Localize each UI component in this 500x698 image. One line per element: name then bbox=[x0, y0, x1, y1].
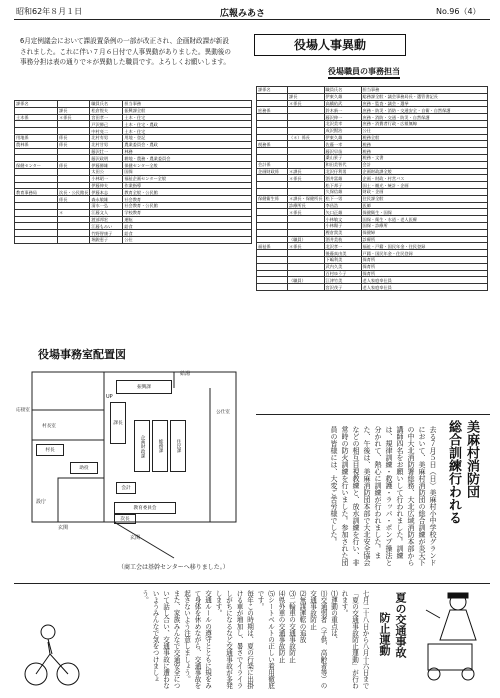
cell-name: 小林陽子 bbox=[324, 222, 361, 229]
cell-section bbox=[15, 148, 58, 155]
cell-name: 北村甘男 bbox=[90, 141, 123, 148]
table-row bbox=[257, 120, 488, 127]
table-row bbox=[15, 196, 252, 203]
cell-section bbox=[257, 216, 288, 223]
cell-title: 係長 bbox=[58, 134, 90, 141]
cell-title bbox=[58, 202, 90, 209]
cell-section bbox=[257, 222, 288, 229]
cell-section bbox=[257, 134, 288, 141]
cell-name: 藤沢伸一 bbox=[324, 114, 361, 121]
cell-duty: 診療所 bbox=[361, 236, 487, 243]
cell-section bbox=[257, 270, 288, 277]
cell-title bbox=[288, 107, 325, 114]
cell-section bbox=[15, 209, 58, 216]
cell-duty: 福祉企画センター全般 bbox=[123, 175, 252, 182]
cell-title: ＊係長 bbox=[288, 175, 325, 182]
cell-title: ＊ bbox=[58, 209, 90, 216]
cell-name: 伊藤伸夫 bbox=[90, 182, 123, 189]
cell-name: 武内久美 bbox=[324, 263, 361, 270]
cell-duty: 給食 bbox=[123, 230, 252, 237]
cell-duty: 耕地・農務・農業委員会 bbox=[123, 155, 252, 162]
table-row bbox=[257, 229, 488, 236]
table-row bbox=[257, 236, 488, 243]
cell-duty: 庶務・監査・議会・選挙 bbox=[361, 100, 487, 107]
table-row bbox=[15, 223, 252, 230]
cell-section: 保健衛生係 bbox=[257, 195, 288, 202]
cell-title bbox=[288, 270, 325, 277]
cell-title: ＊課長 bbox=[288, 168, 325, 175]
cell-duty: 教育全般・公民館 bbox=[123, 189, 252, 196]
table-row bbox=[15, 202, 252, 209]
table-row bbox=[257, 141, 488, 148]
cell-duty: 振興課全般 bbox=[123, 107, 252, 114]
cell-title bbox=[288, 222, 325, 229]
table-row bbox=[257, 209, 488, 216]
table-row bbox=[15, 114, 252, 121]
cell-duty: 公仕 bbox=[123, 236, 252, 243]
cell-duty: 戸籍・国民年金・住民登録 bbox=[361, 250, 487, 257]
cell-name: 酒井富雄 bbox=[324, 175, 361, 182]
cell-section bbox=[15, 216, 58, 223]
cell-section bbox=[15, 223, 58, 230]
cell-section bbox=[257, 154, 288, 161]
cell-duty: 庶務・防災・消防・交通安全・自衛・自然保護 bbox=[361, 107, 487, 114]
page-header bbox=[14, 4, 490, 18]
cell-name: 北沢美幸 bbox=[324, 120, 361, 127]
cell-duty: 保健衛生・国保 bbox=[361, 209, 487, 216]
table-row bbox=[257, 222, 488, 229]
col-header-name: 職員氏名 bbox=[324, 87, 361, 94]
cell-title bbox=[58, 128, 90, 135]
table-row bbox=[15, 121, 252, 128]
cell-name: 北沢仔利男 bbox=[324, 168, 361, 175]
cell-duty: 保健婦 bbox=[361, 229, 487, 236]
cell-section: 会計係 bbox=[257, 161, 288, 168]
table-row bbox=[257, 250, 488, 257]
cell-section bbox=[15, 196, 58, 203]
cell-duty: 総務課全般・議会事務局長・選管書記長 bbox=[361, 93, 487, 100]
table-row bbox=[15, 141, 252, 148]
cell-title bbox=[58, 216, 90, 223]
table-row bbox=[257, 195, 488, 202]
cell-section bbox=[257, 188, 288, 195]
table-row bbox=[257, 263, 488, 270]
table-row bbox=[257, 216, 488, 223]
cell-duty: 学校教育 bbox=[123, 209, 252, 216]
cell-title: （職員） bbox=[288, 236, 325, 243]
cell-section bbox=[257, 229, 288, 236]
somu-section: 総務課 bbox=[152, 420, 168, 472]
cell-title bbox=[288, 216, 325, 223]
cell-section: 用地係 bbox=[15, 134, 58, 141]
cell-section bbox=[15, 175, 58, 182]
cell-title bbox=[58, 175, 90, 182]
cell-name: 後藤真由美 bbox=[324, 250, 361, 257]
deputy-desk: 助役 bbox=[70, 462, 98, 474]
cell-name: 樫倉貴美 bbox=[324, 229, 361, 236]
cell-section: 土木係 bbox=[15, 114, 58, 121]
table-row bbox=[15, 155, 252, 162]
table-row bbox=[257, 277, 488, 284]
cell-name: 藤沢早苗 bbox=[324, 148, 361, 155]
cell-duty: 保育所 bbox=[361, 270, 487, 277]
kyushitsu-label: 給湯 bbox=[180, 371, 191, 377]
cell-section bbox=[257, 100, 288, 107]
fire-title2: 総合訓練行われる bbox=[446, 420, 461, 524]
cell-name: 松下一男 bbox=[324, 195, 361, 202]
table-header-row bbox=[257, 87, 488, 94]
kikaku-section: 企画財政課 bbox=[134, 420, 150, 472]
cell-section bbox=[257, 284, 288, 291]
cell-title bbox=[58, 223, 90, 230]
cell-section bbox=[257, 236, 288, 243]
mayor-desk: 村長 bbox=[36, 444, 64, 456]
cell-title bbox=[288, 263, 325, 270]
cell-title bbox=[58, 236, 90, 243]
table-row bbox=[15, 162, 252, 169]
cell-title: 次長・公民館長 bbox=[59, 189, 89, 195]
cell-duty: 土木・住宅 bbox=[123, 114, 252, 121]
right-staff-table bbox=[256, 86, 488, 291]
cell-title: 診療所長 bbox=[288, 202, 325, 209]
cell-name: 伊藤本志 bbox=[90, 189, 123, 196]
cell-title: 課長 bbox=[58, 107, 90, 114]
jumin-section: 住民課 bbox=[170, 420, 186, 472]
cell-name: 久保信雄 bbox=[324, 188, 361, 195]
cell-section bbox=[257, 93, 288, 100]
cell-title: （職員） bbox=[288, 277, 325, 284]
cell-name: 松倉悦夫 bbox=[90, 107, 123, 114]
cell-duty: 林務 bbox=[123, 148, 252, 155]
cell-title: 係長 bbox=[58, 141, 90, 148]
table-row bbox=[257, 127, 488, 134]
cell-section bbox=[257, 250, 288, 257]
cell-name: 北沢孝一 bbox=[324, 243, 361, 250]
cell-name: 酒井美枝 bbox=[324, 236, 361, 243]
cell-title bbox=[58, 121, 90, 128]
cell-name: 清水一弘 bbox=[90, 202, 123, 209]
cell-name: 太田公 bbox=[90, 168, 123, 175]
cell-title bbox=[288, 284, 325, 291]
table-row bbox=[257, 93, 488, 100]
cell-title: 係長 bbox=[58, 196, 90, 203]
table-row bbox=[15, 216, 252, 223]
cell-duty: 企画・財政・村営バス bbox=[361, 175, 487, 182]
cell-section bbox=[257, 114, 288, 121]
fire-body: 去る７月５日（日）美麻村小中学校グランドにおいて、美麻村消防団の総合訓練が炎天下の中大北消防署総務、大北広域消防本部から講師四名をお願いして行われました。訓練は、規律訓練・救護・ラッパ・ポンプ操法と分かれて、熱心に訓練が行われました。また、午後は、美麻消防団本部で大北安全協会などの相互目視教練と、放水訓練を行い、非常時の防火訓練を行いました。参加された団員の皆様には、大変ご苦労様でした。 bbox=[330, 426, 437, 566]
fire-title1: 美麻村消防団 bbox=[464, 420, 479, 498]
cell-name: 江藤文人 bbox=[90, 209, 123, 216]
table-row bbox=[257, 154, 488, 161]
cell-title bbox=[288, 154, 325, 161]
cell-title: ＊課長・保健所長 bbox=[289, 196, 323, 202]
cell-title bbox=[288, 141, 325, 148]
settei-label: 設庁 bbox=[36, 499, 47, 505]
cell-title: ＊係長 bbox=[58, 114, 90, 121]
cell-name: 宮田孝一 bbox=[90, 114, 123, 121]
table-row bbox=[257, 182, 488, 189]
cell-section bbox=[257, 148, 288, 155]
cell-duty: 老人家庭奉仕員 bbox=[361, 284, 487, 291]
cell-title bbox=[288, 229, 325, 236]
table-row bbox=[15, 175, 252, 182]
cell-duty: 住民課全般 bbox=[361, 195, 487, 202]
traffic-title2: 防止運動 bbox=[378, 612, 391, 656]
cell-name: 伊東久雄 bbox=[324, 134, 361, 141]
cell-duty: 税務 bbox=[361, 148, 487, 155]
genkan-left: 玄関 bbox=[58, 525, 69, 531]
cell-name: 堀鋭恵子 bbox=[90, 236, 123, 243]
kaikei-desk: 会計 bbox=[116, 482, 136, 494]
cell-title bbox=[58, 230, 90, 237]
section-rule-bottom bbox=[14, 583, 490, 584]
cell-section bbox=[15, 168, 58, 175]
cell-section bbox=[15, 107, 58, 114]
cell-duty: 作業指導 bbox=[123, 182, 252, 189]
cell-title bbox=[58, 182, 90, 189]
table-row bbox=[257, 114, 488, 121]
cell-section bbox=[257, 120, 288, 127]
table-row bbox=[15, 134, 252, 141]
cell-duty: 土木・住宅・農政 bbox=[123, 121, 252, 128]
cell-name: 宮沢茂子 bbox=[324, 284, 361, 291]
table-row bbox=[15, 148, 252, 155]
cell-name: 藤沢壮一 bbox=[90, 148, 123, 155]
cell-section: 保健センター bbox=[15, 162, 58, 169]
cell-name: 松下邦子 bbox=[324, 182, 361, 189]
cell-title bbox=[58, 168, 90, 175]
office-title: 役場事務室配置図 bbox=[38, 348, 126, 361]
cell-title: ＊係長 bbox=[288, 209, 325, 216]
cell-title bbox=[288, 148, 325, 155]
cell-duty: 国土・観光・統計・企画 bbox=[361, 182, 487, 189]
header-title: 広報みあさ bbox=[220, 9, 266, 19]
cell-duty: 保健センター全般 bbox=[123, 162, 252, 169]
cell-duty: 税務全般 bbox=[361, 134, 487, 141]
table-row bbox=[257, 202, 488, 209]
genkan-bottom: 玄関 bbox=[130, 535, 141, 541]
cell-duty: 保育所 bbox=[361, 263, 487, 270]
cell-name: 百村ゆう子 bbox=[324, 270, 361, 277]
cell-section: 税務係 bbox=[257, 141, 288, 148]
cell-duty: 農業委員会・農政 bbox=[123, 141, 252, 148]
traffic-officer-illustration bbox=[410, 588, 490, 684]
col-header-duty: 担当事務 bbox=[361, 87, 487, 94]
cell-section bbox=[15, 155, 58, 162]
cell-section bbox=[257, 277, 288, 284]
cell-section: 農林係 bbox=[15, 141, 58, 148]
cell-name: 竹野智康子 bbox=[90, 230, 123, 237]
table-row bbox=[15, 107, 252, 114]
kyoiku-jicho: 次長 bbox=[114, 514, 136, 524]
header-date: 昭和62年８月１日 bbox=[16, 7, 83, 16]
cell-title bbox=[58, 155, 90, 162]
office-floor-plan bbox=[14, 358, 240, 578]
cell-duty: 庶務・消費者行政・広報無線 bbox=[361, 120, 487, 127]
table-row bbox=[257, 188, 488, 195]
cell-title bbox=[288, 188, 325, 195]
reception-room: 応接室 bbox=[16, 408, 30, 413]
cell-section bbox=[15, 230, 58, 237]
cell-section bbox=[257, 127, 288, 134]
cell-duty: 保育所 bbox=[361, 256, 487, 263]
cell-duty: 土木・住宅 bbox=[123, 128, 252, 135]
cell-name: 藤沢政明 bbox=[90, 155, 123, 162]
cell-section bbox=[257, 256, 288, 263]
cell-name: 矢口正雄 bbox=[324, 209, 361, 216]
cell-name: 佐藤一幸 bbox=[324, 141, 361, 148]
table-header-row bbox=[15, 101, 252, 108]
table-row bbox=[15, 182, 252, 189]
notice-text: 6月定例議会において課設置条例の一部が改正され、企画財政課が新設されました。これに伴い７月６日付で人事異動がありました。異動後の事務分担は表の通りで＊が異動した職員です。よろしくお願いします。 bbox=[20, 37, 231, 66]
shinko-section: 振興課 bbox=[116, 380, 172, 394]
cell-title bbox=[288, 250, 325, 257]
cell-name: 伊東久雄 bbox=[324, 93, 361, 100]
cell-title bbox=[288, 127, 325, 134]
cell-name: 高橋佑武 bbox=[324, 100, 361, 107]
cell-duty: 福祉・戸籍・国民年金・住民登録 bbox=[361, 243, 487, 250]
cell-title bbox=[288, 256, 325, 263]
col-header-title bbox=[58, 101, 90, 108]
up-label: UP bbox=[106, 394, 113, 400]
traffic-title1: 夏の交通事故 bbox=[394, 592, 407, 658]
office-caption: （商工会は基幹センターへ移りました。） bbox=[118, 564, 229, 571]
cell-name: 和田美智代 bbox=[324, 161, 361, 168]
cell-section bbox=[15, 121, 58, 128]
cell-section bbox=[15, 182, 58, 189]
cell-name: 桑山景子 bbox=[324, 154, 361, 161]
bicycle-child-illustration bbox=[18, 618, 84, 690]
table-row bbox=[257, 134, 488, 141]
cell-section bbox=[257, 182, 288, 189]
cell-name: 渡部邦宏 bbox=[90, 216, 123, 223]
header-rule bbox=[14, 19, 490, 20]
table-row bbox=[15, 128, 252, 135]
cell-title: 係長 bbox=[58, 162, 90, 169]
cell-name: 伊藤勝雄 bbox=[90, 162, 123, 169]
cell-duty: 財政・企画 bbox=[361, 188, 487, 195]
cell-name: 江津竹美 bbox=[324, 277, 361, 284]
cell-duty: 給食 bbox=[123, 223, 252, 230]
table-row bbox=[257, 270, 488, 277]
cell-section: 福祉係 bbox=[257, 243, 288, 250]
cell-duty: 国保・衛生・水道・老人医療 bbox=[361, 216, 487, 223]
cell-duty: 会計 bbox=[361, 161, 487, 168]
cell-title: 課長 bbox=[288, 93, 325, 100]
table-row bbox=[257, 168, 488, 175]
cell-title: ＊係長 bbox=[288, 100, 325, 107]
cell-title bbox=[288, 114, 325, 121]
cell-section bbox=[257, 209, 288, 216]
cell-duty: 老人家庭奉仕員 bbox=[361, 277, 487, 284]
cell-section bbox=[15, 128, 58, 135]
cell-section: 教育事務局 bbox=[15, 189, 58, 196]
cell-name: 北村有男 bbox=[90, 134, 123, 141]
left-staff-table bbox=[14, 100, 252, 244]
table-row bbox=[15, 168, 252, 175]
table-row bbox=[257, 175, 488, 182]
personnel-title: 役場人事異動 bbox=[254, 34, 406, 56]
cell-title bbox=[288, 120, 325, 127]
kacho-desk: 課長 bbox=[110, 402, 126, 444]
table-row bbox=[257, 243, 488, 250]
cell-duty: 用地・登記 bbox=[123, 134, 252, 141]
table-row bbox=[15, 230, 252, 237]
table-row bbox=[257, 284, 488, 291]
cell-name: 江藤もみい bbox=[90, 223, 123, 230]
cell-duty: 公仕 bbox=[361, 127, 487, 134]
header-issue: No.96（4） bbox=[436, 7, 481, 16]
table-row bbox=[15, 189, 252, 196]
cell-duty: 国保 bbox=[123, 168, 252, 175]
col-header-section: 課係名 bbox=[15, 101, 58, 108]
cell-name: 李昌浩 bbox=[324, 202, 361, 209]
col-header-duty: 担当事務 bbox=[123, 101, 252, 108]
cell-name: 小林昭一 bbox=[90, 175, 123, 182]
cell-duty: 国保・診療所 bbox=[361, 222, 487, 229]
col-header-name: 職員氏名 bbox=[90, 101, 123, 108]
kocho-room: 公仕室 bbox=[216, 410, 230, 415]
section-rule-fire bbox=[256, 414, 490, 415]
mayor-room: 村長室 bbox=[42, 424, 56, 429]
col-header-section: 課係名 bbox=[257, 87, 288, 94]
cell-name: 戸沢勝己 bbox=[90, 121, 123, 128]
cell-title bbox=[288, 161, 325, 168]
cell-duty: 社会教育 bbox=[123, 196, 252, 203]
cell-title: ＊係長 bbox=[288, 243, 325, 250]
cell-section: 庶務係 bbox=[257, 107, 288, 114]
kyoiku-section: 教育委員会 bbox=[114, 502, 176, 514]
traffic-body: 七月二十八日から八月十六日まで「夏の交通事故防止運動」が行われます。 ⑴運動の重点は、 ⑴交通弱者（子供、高齢者等）の交通事故防止 ⑵無謀運転の追放 ⑶二輪車の交通事故防止 ⑷県外車の交通事故防止 ⑸シートベルトの正しい着用徹底 です。 毎年この時期は、夏の行楽に出掛ける車が増加し、暑さでイライラしがちになるなど交通事故が多発します。 交通ルールの遵守とともに規をみて身体を休めながら、交通事故を起さないよう注意しましょう。 また、家族みんなで交通安全について話し合い、交通事故に遭わないようみんなで気をつけましょう。 bbox=[140, 590, 369, 689]
cell-duty: 税務 bbox=[361, 141, 487, 148]
table-row bbox=[257, 148, 488, 155]
cell-section bbox=[15, 202, 58, 209]
cell-section bbox=[257, 175, 288, 182]
cell-duty: 税務・文書 bbox=[361, 154, 487, 161]
cell-name: 成沢賢治 bbox=[324, 127, 361, 134]
table-row bbox=[257, 107, 488, 114]
table-row bbox=[15, 236, 252, 243]
cell-name: 小林敏文 bbox=[324, 216, 361, 223]
cell-name: 鈴木新一 bbox=[324, 107, 361, 114]
cell-duty: 企画財政課全般 bbox=[361, 168, 487, 175]
cell-duty: 運転 bbox=[123, 216, 252, 223]
cell-section bbox=[257, 202, 288, 209]
cell-name: 中村亮二 bbox=[90, 128, 123, 135]
table-row bbox=[257, 256, 488, 263]
cell-section bbox=[257, 263, 288, 270]
personnel-subtitle: 役場職員の事務担当 bbox=[328, 66, 400, 79]
table-row bbox=[257, 161, 488, 168]
cell-duty: 庶務・消防・交通・防災・自然保護 bbox=[361, 114, 487, 121]
cell-section bbox=[15, 236, 58, 243]
cell-duty: 社会教育・公民館 bbox=[123, 202, 252, 209]
cell-title bbox=[58, 148, 90, 155]
cell-section: 企画財政係 bbox=[257, 168, 288, 175]
table-row bbox=[15, 209, 252, 216]
col-header-title bbox=[288, 87, 325, 94]
table-row bbox=[257, 100, 488, 107]
cell-title bbox=[288, 182, 325, 189]
cell-name: 下嶋利美 bbox=[324, 256, 361, 263]
cell-title: （＊）係長 bbox=[288, 134, 325, 141]
cell-name: 森永敏雄 bbox=[90, 196, 123, 203]
cell-duty: 医師 bbox=[361, 202, 487, 209]
